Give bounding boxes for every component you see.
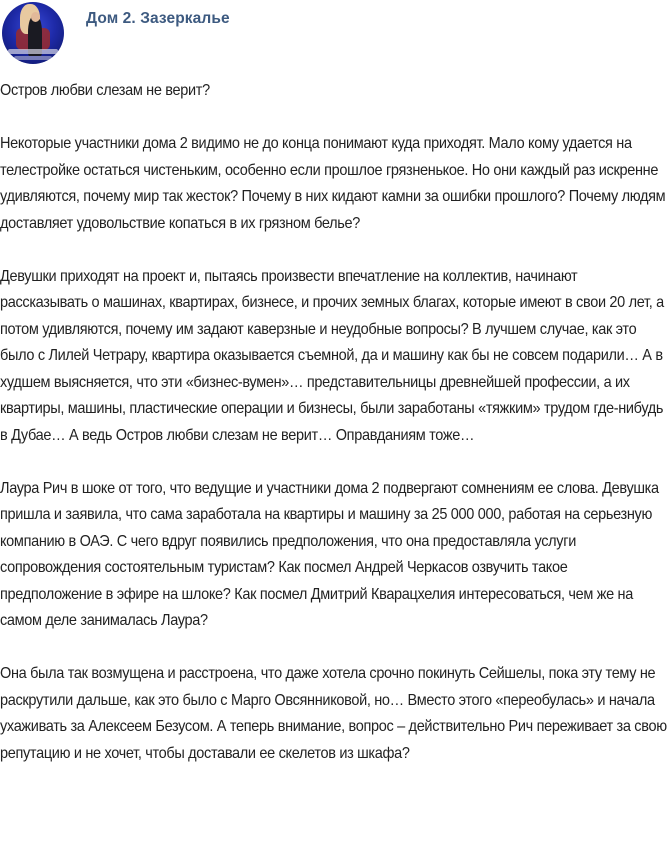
avatar-caption-line [8, 49, 58, 54]
group-avatar[interactable] [2, 2, 64, 64]
post-paragraph: Девушки приходят на проект и, пытаясь произвести впечатление на коллектив, начинают рассказывать о машинах, квартирах, бизнесе, и прочих земных благах, которые имеют в свои 20 лет, а потом удивляются, почему им задают каверзные и неудобные вопросы? В лучшем случае, как это было с Лилей Четрару, квартира оказывается съемной, да и машину как бы не совсем подарили… А в худшем выясняется, что эти «бизнес-вумен»… представительницы древнейшей профессии, а их квартиры, машины, пластические операции и бизнесы, были заработаны «тяжким» трудом где-нибудь в Дубае… А ведь Остров любви слезам не верит… Оправданиям тоже… [0, 267, 664, 444]
post-text [0, 78, 668, 794]
group-name-link[interactable]: Дом 2. Зазеркалье [86, 10, 230, 27]
avatar-face [31, 12, 40, 22]
post-paragraph: Некоторые участники дома 2 видимо не до конца понимают куда приходят. Мало кому удается на телестройке остаться чистеньким, особенно если прошлое грязненькое. Но они каждый раз искренне удивляются, почему мир так жесток? Почему в них кидают камни за ошибки прошлого? Почему людям доставляет удовольствие копаться в их грязном белье? [0, 135, 666, 232]
post-header [0, 0, 670, 70]
post-headline: Остров любви слезам не верит? [0, 82, 210, 99]
post-paragraph: Лаура Рич в шоке от того, что ведущие и участники дома 2 подвергают сомнениям ее слова. Девушка пришла и заявила, что сама заработала на квартиры и машину за 25 000 000, работая на серьезную компанию в ОАЭ. С чего вдруг появились предположения, что она предоставляла услуги сопровождения состоятельным туристам? Как посмел Андрей Черкасов озвучить такое предположение в эфире на шлоке? Как посмел Дмитрий Кварацхелия интересоваться, чем же на самом деле занималась Лаура? [0, 479, 659, 629]
post-paragraph: Она была так возмущена и расстроена, что даже хотела срочно покинуть Сейшелы, пока эту тему не раскрутили дальше, как это было с Марго Овсянниковой, но… Вместо этого «переобулась» и начала ухаживать за Алексеем Безусом. А теперь внимание, вопрос – действительно Рич переживает за свою репутацию и не хочет, чтобы доставали ее скелетов из шкафа? [0, 665, 667, 762]
avatar-caption-line [14, 56, 52, 60]
